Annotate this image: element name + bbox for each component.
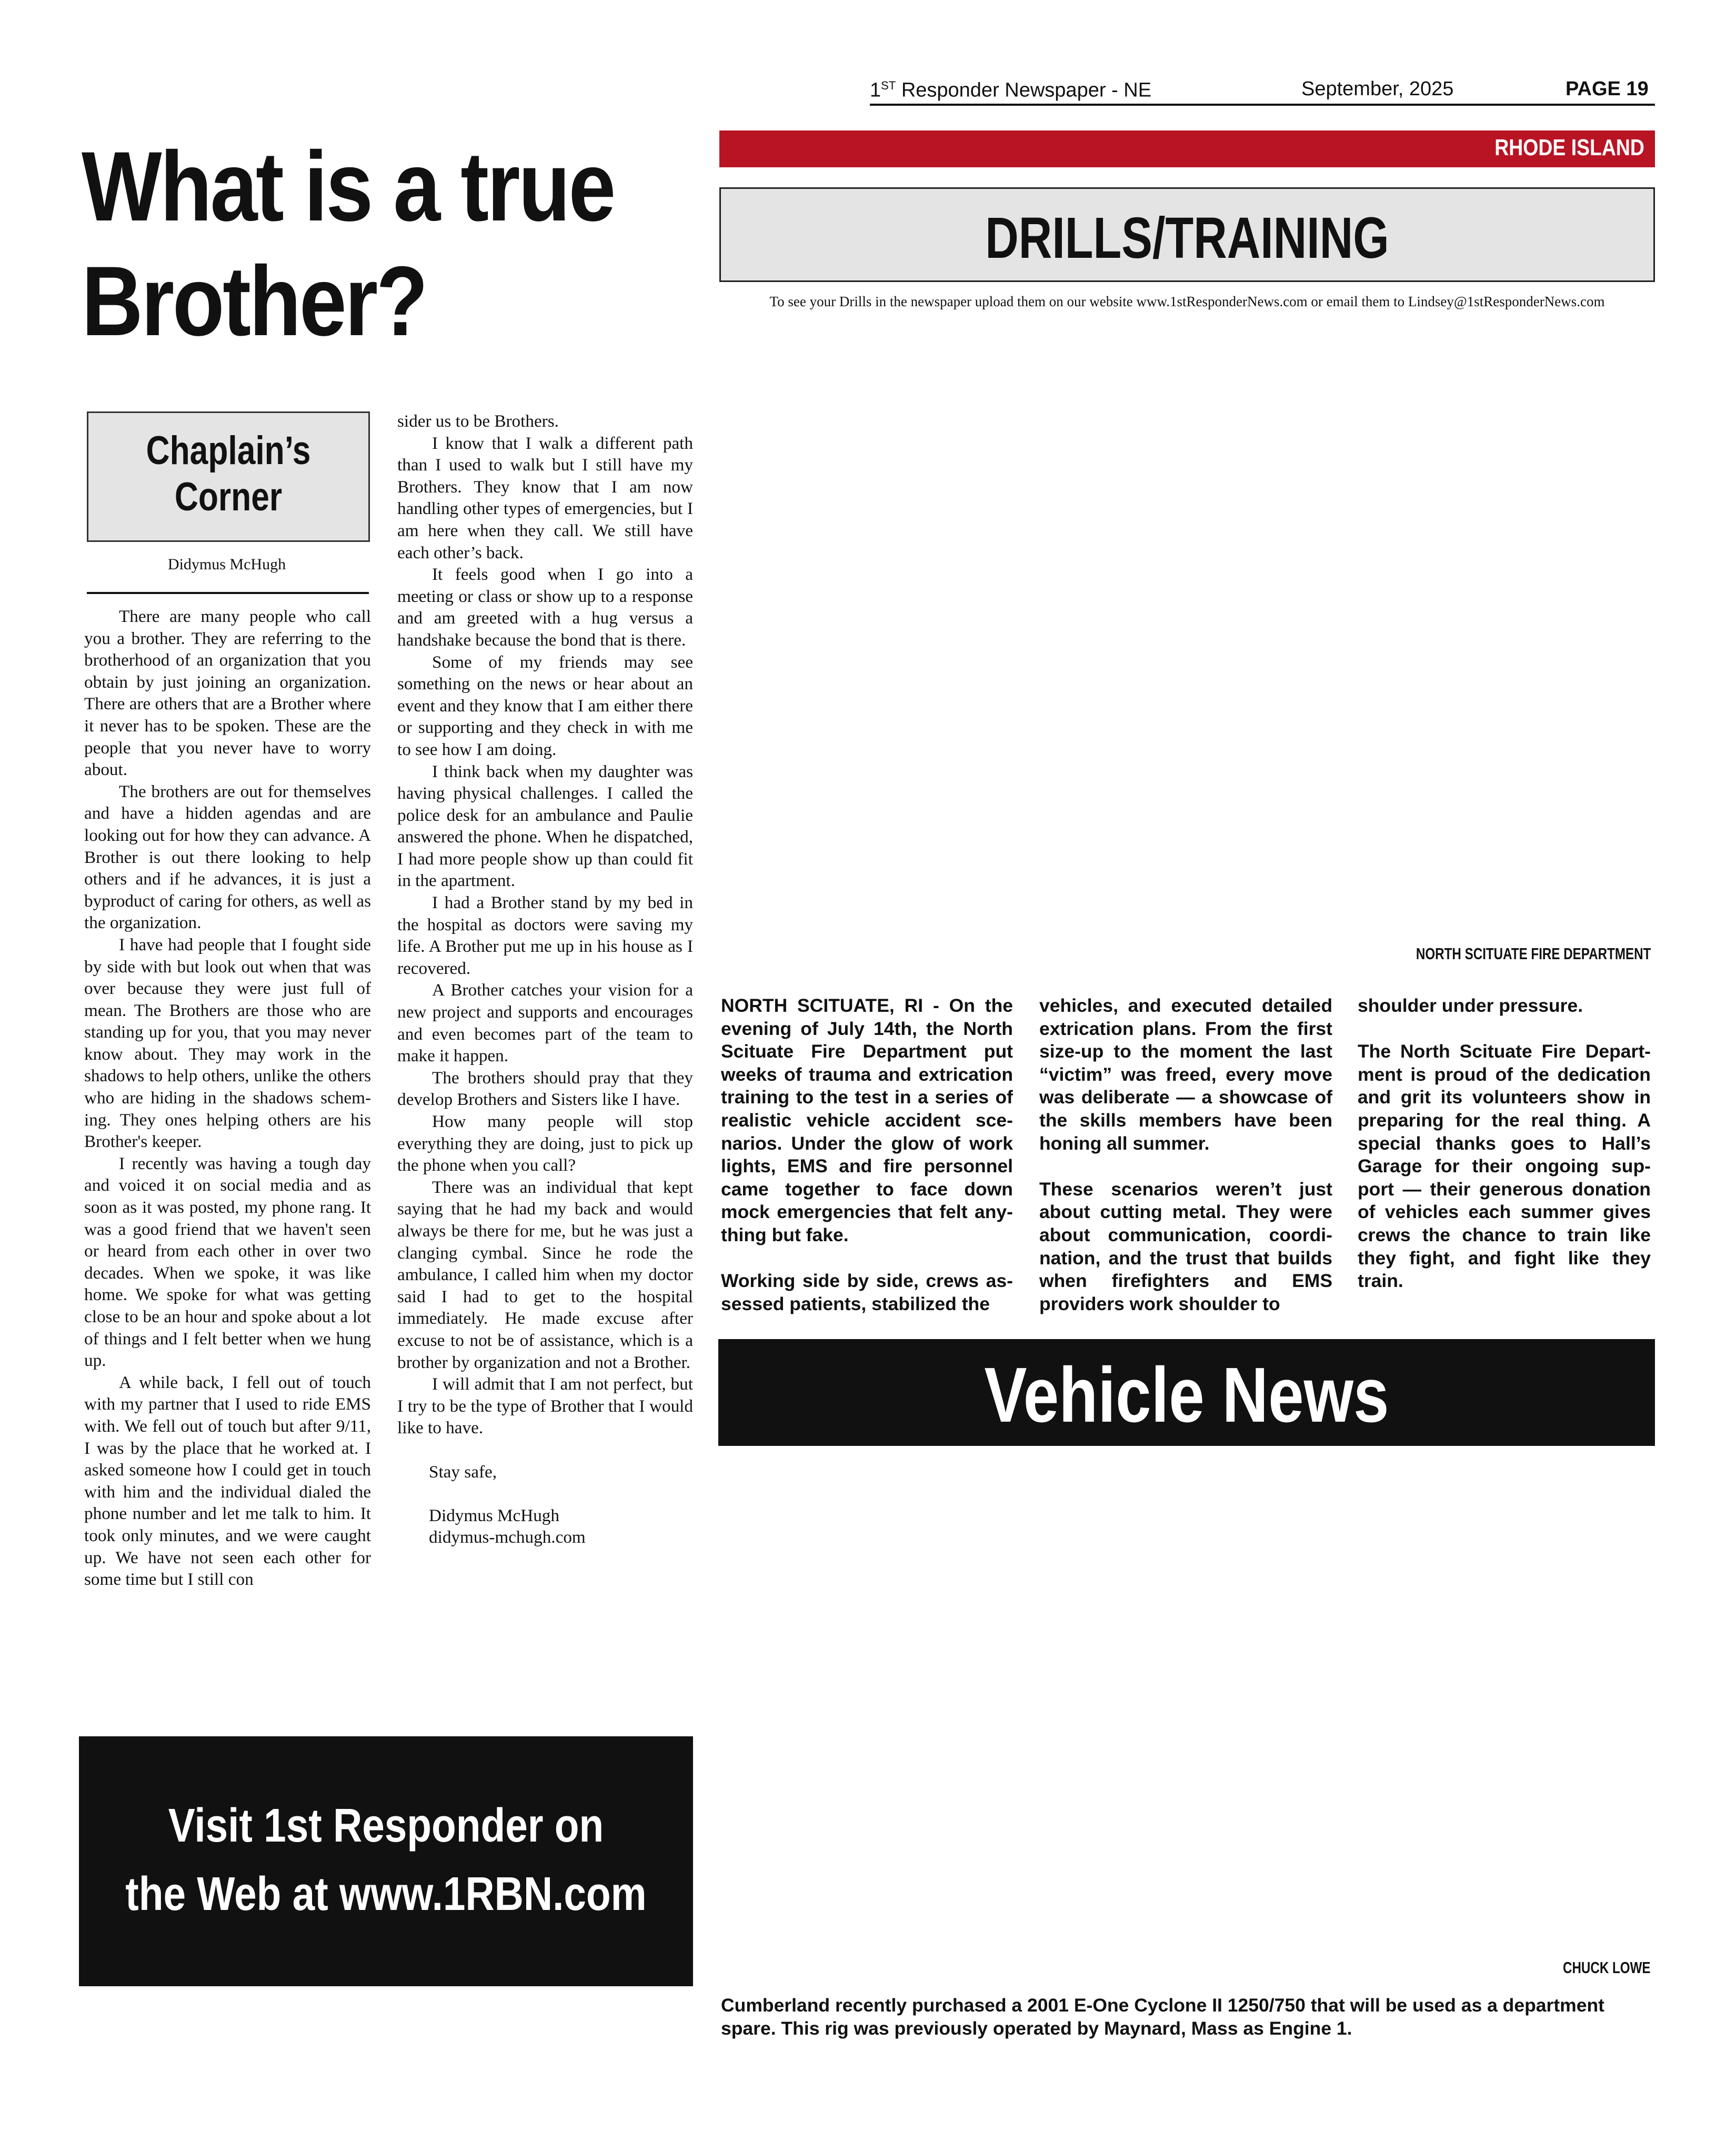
article-headline xyxy=(82,129,625,358)
paragraph: vehicles, and executed detailed extrication plans. From the first size-up to the moment the last “victim” was freed, every move was deliberate — a showcase of the skills members have been honing all summer. xyxy=(1039,995,1332,1154)
column-title-line-1: Chaplain’s xyxy=(146,428,311,473)
column-title xyxy=(114,428,343,520)
paragraph: I have had people that I fought side by side with but look out when that was over because they were just full of mean. The Brothers are those who are standing up for you, that you may never know about. They may work in the shadows to help others, unlike the others who are hiding in the shadows scheming. They ones helping others are his Brother's keeper. xyxy=(84,934,371,1152)
promo-line-1: Visit 1st Responder on xyxy=(168,1799,604,1852)
website-promo-box xyxy=(79,1736,693,1986)
paragraph: Some of my friends may see something on the news or hear about an event and they know that I am either there or supporting and they check in with me to see how I am doing. xyxy=(397,652,693,759)
column-title-line-2: Corner xyxy=(174,475,283,519)
paragraph: I recently was having a tough day and voiced it on social media and as soon as it was posted, my phone rang. It was a good friend that we haven't seen or heard from each other in over two decades. When we spoke, it was like home. We spoke for what was getting close to be an hour and spoke about a lot of things and I felt better when we hung up. xyxy=(84,1153,371,1371)
byline: Didymus McHugh xyxy=(167,556,286,573)
vehicle-news-banner xyxy=(718,1339,1655,1446)
paragraph: There are many people who call you a brother. They are referring to the brotherhood of an organization that you obtain by just joining an organization. There are others that are a Brother where it never has to be spoken. These are the people that you never have to worry about. xyxy=(84,607,371,780)
promo-line-2: the Web at www.1RBN.com xyxy=(125,1868,647,1920)
photo-credit: NORTH SCITUATE FIRE DEPARTMENT xyxy=(1416,944,1651,963)
headline-line-1: What is a true xyxy=(82,131,614,242)
paragraph: A Brother catches your vision for a new project and supports and encourages and even becomes part of the team to make it happen. xyxy=(397,980,693,1066)
headline-line-2: Brother? xyxy=(82,246,427,356)
story-column-3 xyxy=(1358,994,1651,1293)
signoff: Stay safe, xyxy=(429,1462,497,1482)
website-promo-text xyxy=(125,1792,647,1928)
paragraph: I think back when my daughter was having physical challenges. I called the police desk for an ambulance and Paulie answered the phone. When he dispatched, I had more people show up than could fit in the apartment. xyxy=(397,761,693,891)
paragraph: The brothers are out for themselves and have a hidden agendas and are looking out for how they can advance. A Brother is out there looking to help others and if he advances, it is just a byproduct of caring for others, as well as the organization. xyxy=(84,781,371,933)
issue-date: September, 2025 xyxy=(1301,78,1454,100)
section-title: DRILLS/TRAINING xyxy=(985,206,1389,270)
paragraph: NORTH SCITUATE, RI - On the evening of July 14th, the North Scituate Fire Department put weeks of trauma and extrication training to the test in a series of realistic vehicle accident scenarios. Under the glow of work lights, EMS and fire personnel came together to face down mock emergencies that felt anything but fake. xyxy=(721,995,1013,1245)
paragraph: How many people will stop everything they are doing, just to pick up the phone when you call? xyxy=(397,1112,693,1175)
page-number: PAGE 19 xyxy=(1566,78,1649,100)
paragraph: I will admit that I am not perfect, but I try to be the type of Brother that I would like to have. xyxy=(397,1374,693,1438)
byline-rule xyxy=(87,592,369,594)
paragraph: These scenarios weren’t just about cutting metal. They were about communication, coordination, and the trust that builds when firefighters and EMS providers work shoulder to xyxy=(1039,1178,1332,1314)
story-column-2 xyxy=(1039,994,1332,1315)
vehicle-news-title: Vehicle News xyxy=(984,1352,1389,1439)
newspaper-name: 1ST Responder Newspaper - NE xyxy=(870,79,1152,102)
paragraph: I know that I walk a different path than I used to walk but I still have my Brothers. They know that I am now handling other types of emergencies, but I am here when they call. We still have each other’s back. xyxy=(397,433,693,562)
paragraph: The North Scituate Fire Department is proud of the dedication and grit its volunteers show in preparing for the real thing. A special thanks goes to Hall’s Garage for their ongoing support — their generous donation of vehicles each summer gives crews the chance to train like they fight, and fight like they train. xyxy=(1358,1041,1651,1292)
photo-caption: Cumberland recently purchased a 2001 E-One Cyclone II 1250/750 that will be used as a department spare. This rig was previously operated by Maynard, Mass as Engine 1. xyxy=(721,1995,1604,2039)
state-label: RHODE ISLAND xyxy=(1494,135,1644,160)
section-title-box xyxy=(719,187,1655,282)
column-title-box xyxy=(87,411,370,542)
submission-note: To see your Drills in the newspaper upload them on our website www.1stResponderNews.com or email them to Lindsey@1stResponderNews.com xyxy=(769,294,1605,309)
article-column-2 xyxy=(397,410,693,1548)
header-rule xyxy=(870,104,1655,106)
paragraph: There was an individual that kept saying that he had my back and would always be there for me, but he was just a clanging cymbal. Since he rode the ambulance, I called him when my doctor said I had to get to the hospital immediately. He made excuse after excuse to not be of assistance, which is a brother by organization and not a Brother. xyxy=(397,1177,693,1372)
state-banner xyxy=(719,130,1655,167)
paragraph: The brothers should pray that they develop Brothers and Sisters like I have. xyxy=(397,1068,693,1110)
paragraph: A while back, I fell out of touch with my partner that I used to ride EMS with. We fell out of touch but after 9/11, I was by the place that he worked at. I asked someone how I could get in touch with him and the individual dialed the phone number and let me talk to him. It took only minutes, and we were caught up. We have not seen each other for some time but I still con xyxy=(84,1372,371,1590)
article-column-1 xyxy=(84,606,371,1591)
paragraph: I had a Brother stand by my bed in the hospital as doctors were saving my life. A Brother put me up in his house as I recovered. xyxy=(397,893,693,978)
author-website: didymus-mchugh.com xyxy=(429,1527,586,1547)
paragraph: shoulder under pressure. xyxy=(1358,995,1583,1016)
paragraph: Working side by side, crews assessed patients, stabilized the xyxy=(721,1270,1013,1314)
paragraph: It feels good when I go into a meeting or class or show up to a response and am greeted with a hug versus a handshake because the bond that is there. xyxy=(397,565,693,650)
story-column-1 xyxy=(721,994,1013,1315)
photo-credit: CHUCK LOWE xyxy=(1563,1958,1651,1977)
paragraph: sider us to be Brothers. xyxy=(397,411,559,431)
author-name: Didymus McHugh xyxy=(429,1505,559,1525)
